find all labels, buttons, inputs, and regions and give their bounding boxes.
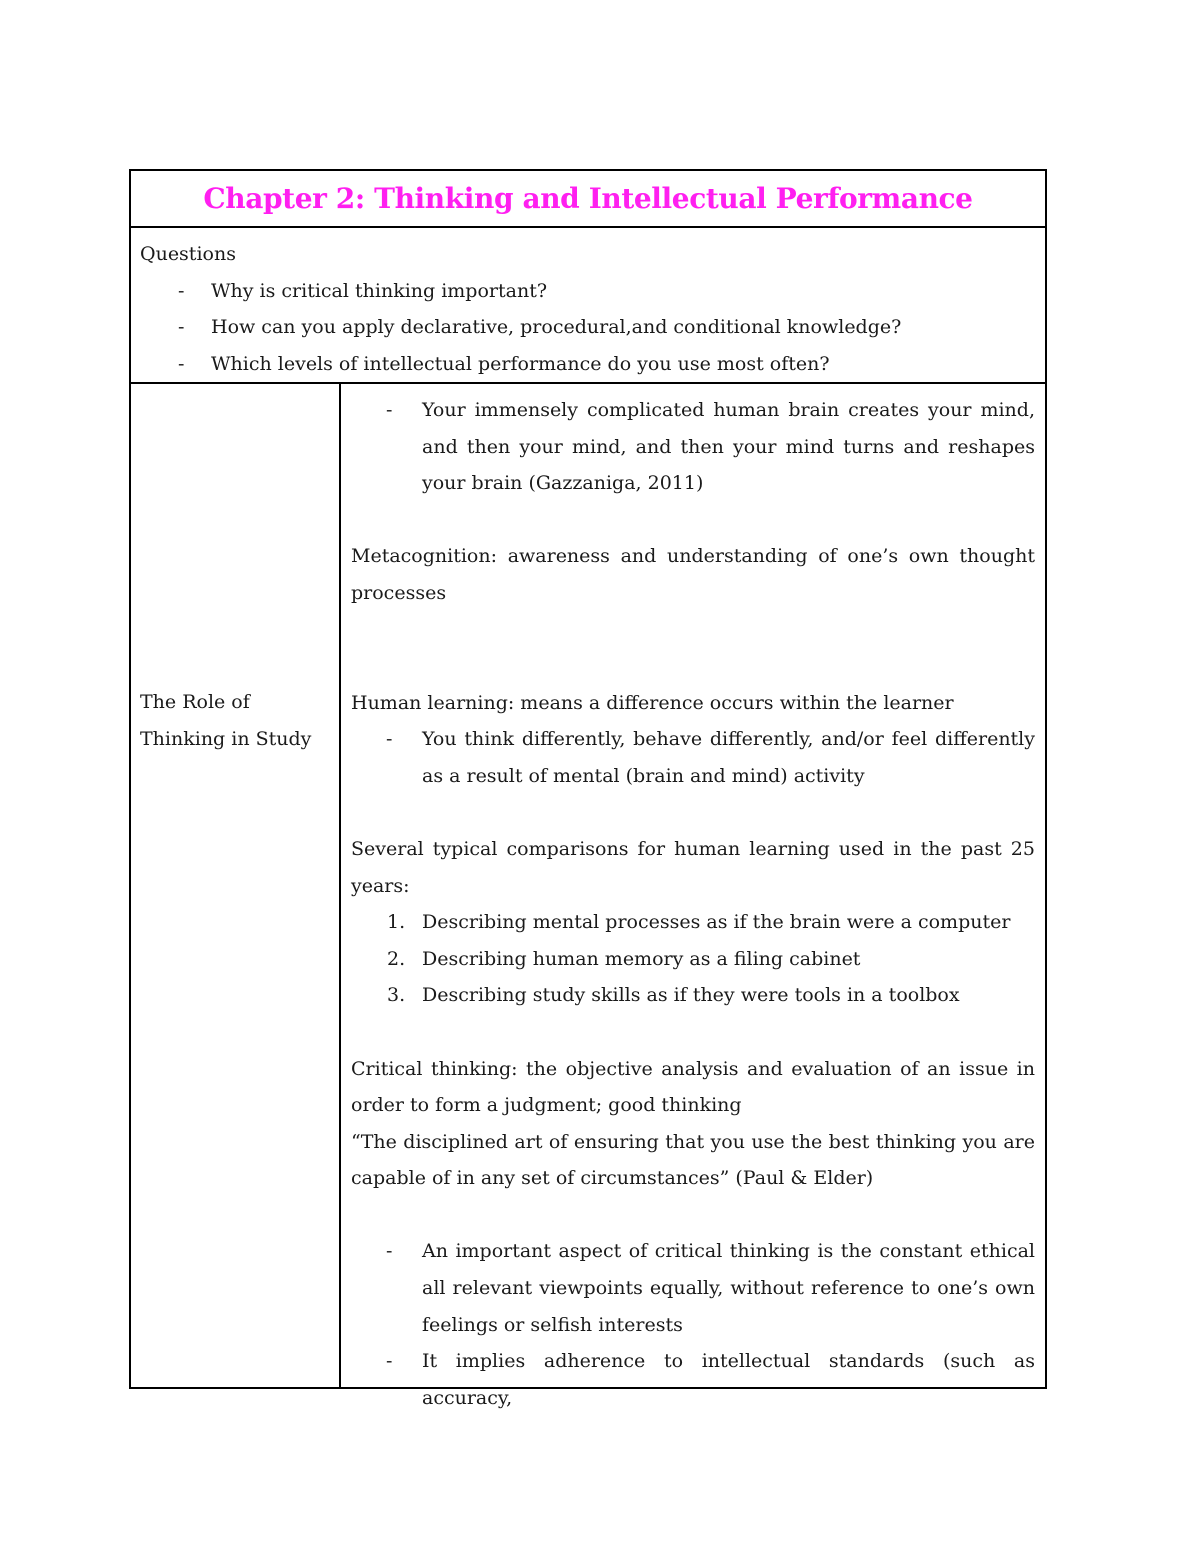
questions-list bbox=[140, 273, 1045, 383]
topic-label: The Role of Thinking in Study bbox=[140, 691, 312, 750]
list-item bbox=[351, 392, 1035, 502]
human-learning-definition: Human learning: means a difference occurs within the learner bbox=[351, 691, 954, 714]
title-row bbox=[131, 171, 1045, 228]
comparisons-intro: Several typical comparisons for human learning used in the past 25 years: bbox=[351, 837, 1035, 897]
dash-marker: - bbox=[178, 279, 185, 302]
critical-thinking-definition: Critical thinking: the objective analysis and evaluation of an issue in order to form a judgment; good thinking bbox=[351, 1057, 1035, 1117]
critical-point-text: An important aspect of critical thinking is the constant ethical all relevant viewpoints equally, without reference to one’s own feelings or selfish interests bbox=[422, 1240, 1035, 1336]
critical-thinking-quote: “The disciplined art of ensuring that you use the best thinking you are capable of in any set of circumstances” (Paul & Elder) bbox=[351, 1130, 1035, 1190]
list-item bbox=[351, 904, 1035, 941]
topic-column bbox=[131, 384, 341, 1387]
human-learning-point: You think differently, behave differently, and/or feel differently as a result of mental (brain and mind) activity bbox=[422, 728, 1035, 787]
list-item bbox=[351, 1343, 1035, 1416]
notes-table bbox=[129, 169, 1047, 1409]
critical-thinking-list bbox=[351, 1233, 1035, 1416]
comparisons-list bbox=[351, 904, 1035, 1014]
content-row bbox=[131, 384, 1045, 1409]
critical-point-text: It implies adherence to intellectual standards (such as accuracy, bbox=[422, 1350, 1035, 1409]
brain-quote-list bbox=[351, 392, 1035, 502]
dash-marker: - bbox=[178, 316, 185, 339]
question-item bbox=[140, 346, 1045, 383]
dash-marker: - bbox=[386, 1350, 393, 1373]
questions-row bbox=[131, 228, 1045, 384]
list-number: 2. bbox=[387, 947, 406, 970]
list-number: 3. bbox=[387, 984, 406, 1007]
dash-marker: - bbox=[178, 352, 185, 375]
list-number: 1. bbox=[387, 911, 406, 934]
list-item bbox=[351, 941, 1035, 978]
brain-quote-text: Your immensely complicated human brain creates your mind, and then your mind, and then your mind turns and reshapes your brain (Gazzaniga, 2011) bbox=[422, 399, 1035, 495]
human-learning-list bbox=[351, 721, 1035, 794]
comparison-text: Describing human memory as a filing cabinet bbox=[422, 947, 861, 970]
question-text: Why is critical thinking important? bbox=[211, 279, 548, 302]
notes-column bbox=[341, 384, 1045, 1409]
chapter-title: Chapter 2: Thinking and Intellectual Performance bbox=[203, 182, 973, 215]
questions-heading: Questions bbox=[140, 243, 236, 265]
list-item bbox=[351, 977, 1035, 1014]
list-item bbox=[351, 721, 1035, 794]
comparison-text: Describing mental processes as if the brain were a computer bbox=[422, 911, 1011, 934]
dash-marker: - bbox=[386, 1240, 393, 1263]
metacognition-definition: Metacognition: awareness and understanding of one’s own thought processes bbox=[351, 545, 1035, 604]
question-item bbox=[140, 309, 1045, 346]
dash-marker: - bbox=[386, 728, 393, 751]
question-text: Which levels of intellectual performance do you use most often? bbox=[211, 352, 830, 375]
question-item bbox=[140, 273, 1045, 310]
comparison-text: Describing study skills as if they were tools in a toolbox bbox=[422, 984, 960, 1007]
question-text: How can you apply declarative, procedural,and conditional knowledge? bbox=[211, 316, 902, 339]
list-item bbox=[351, 1233, 1035, 1343]
dash-marker: - bbox=[386, 399, 393, 421]
